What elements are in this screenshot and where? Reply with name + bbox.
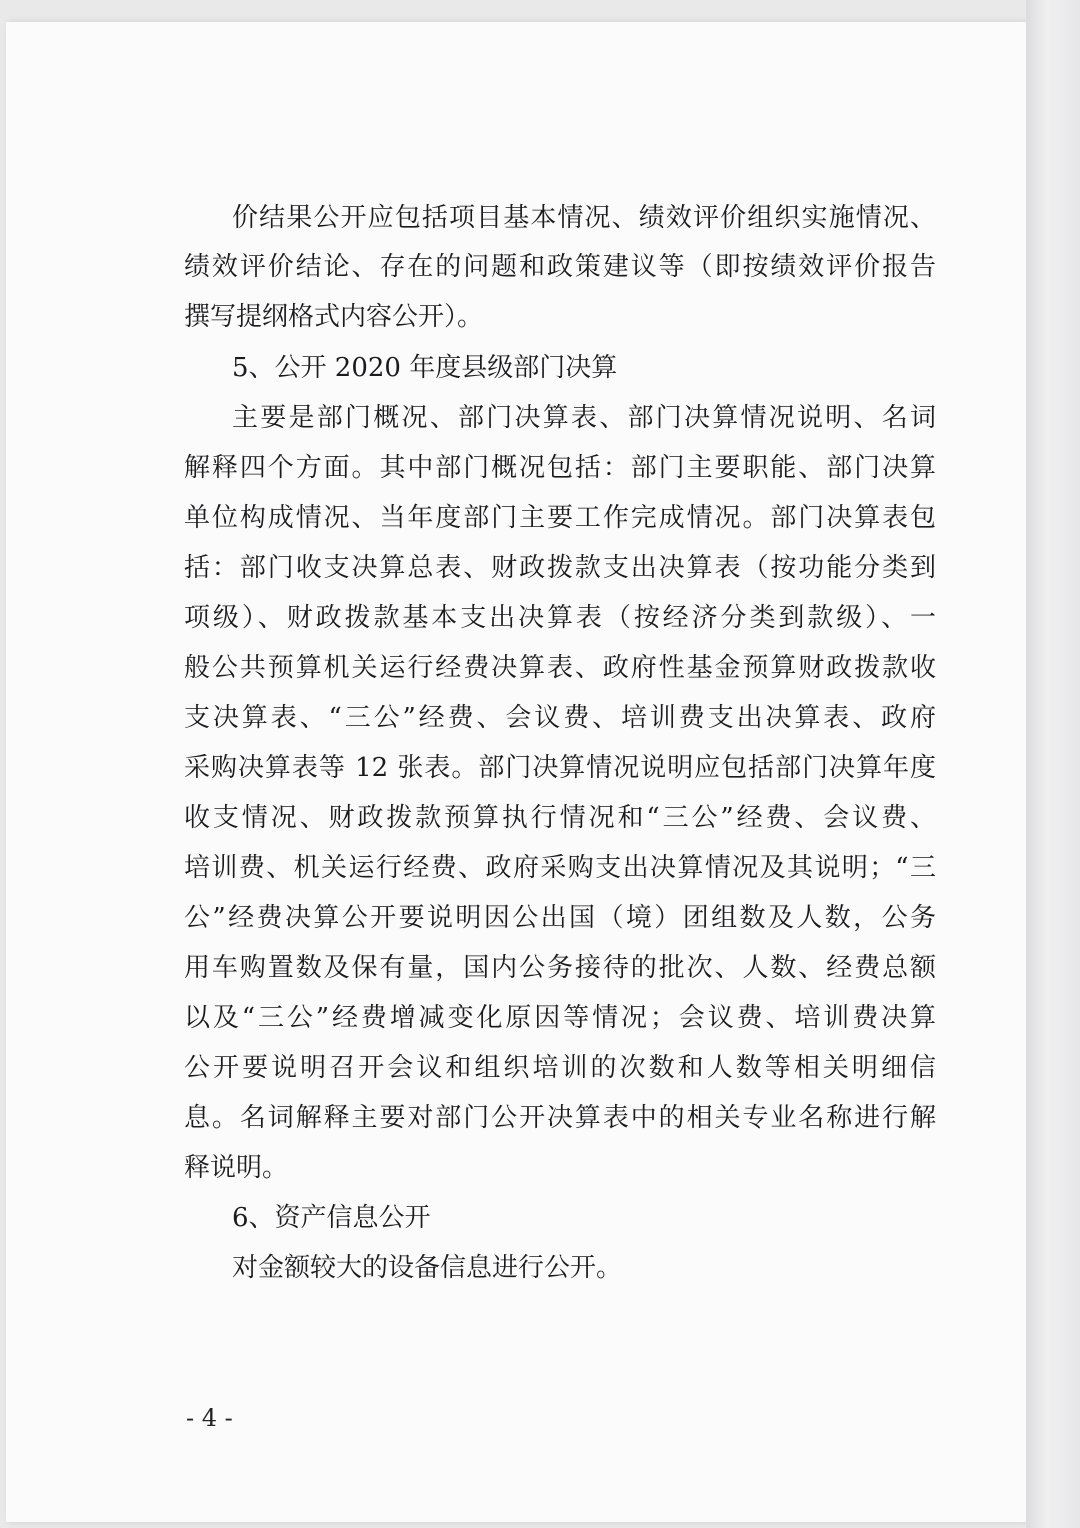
text-line: 采购决算表等 12 张表。部门决算情况说明应包括部门决算年度 [184, 753, 936, 783]
text-line: 项级）、财政拨款基本支出决算表（按经济分类到款级）、一 [184, 603, 936, 633]
text-line: 以及“三公”经费增减变化原因等情况；会议费、培训费决算 [184, 1003, 936, 1033]
text-line: 支决算表、“三公”经费、会议费、培训费支出决算表、政府 [184, 703, 936, 733]
text-line: 单位构成情况、当年度部门主要工作完成情况。部门决算表包 [184, 503, 936, 533]
page-number: - 4 - [186, 1404, 233, 1432]
text-line: 释说明。 [184, 1153, 289, 1183]
section-heading: 5、公开 2020 年度县级部门决算 [232, 353, 618, 383]
text-line: 主要是部门概况、部门决算表、部门决算情况说明、名词 [232, 403, 936, 433]
text-line: 般公共预算机关运行经费决算表、政府性基金预算财政拨款收 [184, 653, 936, 683]
text-line: 绩效评价结论、存在的问题和政策建议等（即按绩效评价报告 [184, 252, 936, 282]
text-line: 公”经费决算公开要说明因公出国（境）团组数及人数，公务 [184, 903, 936, 933]
text-line: 括：部门收支决算总表、财政拨款支出决算表（按功能分类到 [184, 553, 936, 583]
text-line: 撰写提纲格式内容公开）。 [184, 302, 484, 332]
text-line: 用车购置数及保有量，国内公务接待的批次、人数、经费总额 [184, 953, 936, 983]
text-line: 公开要说明召开会议和组织培训的次数和人数等相关明细信 [184, 1053, 936, 1083]
text-line: 息。名词解释主要对部门公开决算表中的相关专业名称进行解 [184, 1103, 936, 1133]
section-heading: 6、资产信息公开 [232, 1203, 431, 1233]
text-line: 对金额较大的设备信息进行公开。 [232, 1253, 623, 1283]
text-line: 解释四个方面。其中部门概况包括：部门主要职能、部门决算 [184, 453, 936, 483]
text-line: 培训费、机关运行经费、政府采购支出决算情况及其说明；“三 [184, 853, 936, 883]
text-line: 收支情况、财政拨款预算执行情况和“三公”经费、会议费、 [184, 803, 936, 833]
text-line: 价结果公开应包括项目基本情况、绩效评价组织实施情况、 [232, 203, 936, 233]
